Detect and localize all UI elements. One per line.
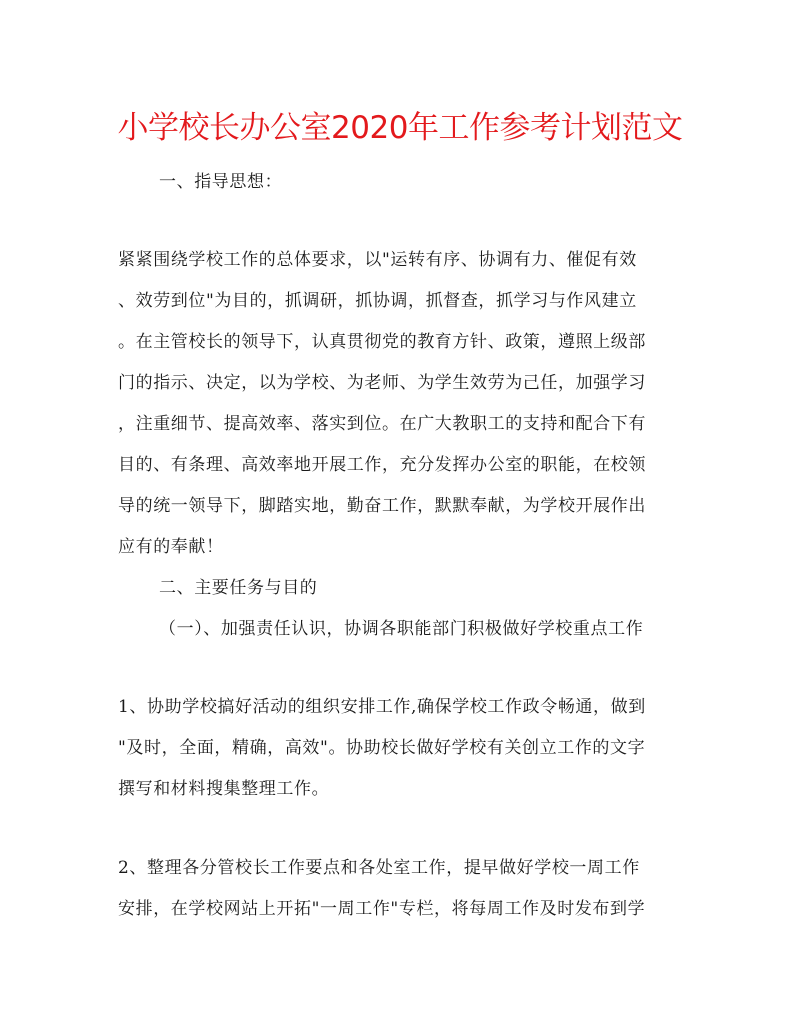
- paragraph-line: ，注重细节、提高效率、落实到位。在广大教职工的支持和配合下有: [118, 414, 646, 434]
- paragraph-line: "及时，全面，精确，高效"。协助校长做好学校有关创立工作的文字: [118, 738, 646, 758]
- document-title: 小学校长办公室2020年工作参考计划范文: [117, 110, 683, 146]
- paragraph-line: 导的统一领导下，脚踏实地，勤奋工作，默默奉献，为学校开展作出: [118, 496, 646, 516]
- subheading-responsibility: （一）、加强责任认识，协调各职能部门积极做好学校重点工作: [159, 619, 644, 639]
- paragraph-line: 撰写和材料搜集整理工作。: [118, 779, 330, 799]
- paragraph-line: 安排，在学校网站上开拓"一周工作"专栏，将每周工作及时发布到学: [118, 899, 646, 919]
- heading-guiding-thought: 一、指导思想：: [159, 172, 283, 192]
- paragraph-line: 。在主管校长的领导下，认真贯彻党的教育方针、政策，遵照上级部: [118, 332, 646, 352]
- paragraph-line: 应有的奉献！: [118, 537, 224, 557]
- paragraph-line: 门的指示、决定，以为学校、为老师、为学生效劳为己任，加强学习: [118, 373, 646, 393]
- paragraph-line: 1、协助学校搞好活动的组织安排工作,确保学校工作政令畅通，做到: [118, 697, 646, 717]
- paragraph-line: 、效劳到位"为目的，抓调研，抓协调，抓督查，抓学习与作风建立: [118, 291, 637, 311]
- paragraph-line: 目的、有条理、高效率地开展工作，充分发挥办公室的职能，在校领: [118, 455, 646, 475]
- heading-main-tasks: 二、主要任务与目的: [159, 578, 318, 598]
- paragraph-line: 紧紧围绕学校工作的总体要求，以"运转有序、协调有力、催促有效: [118, 250, 637, 270]
- paragraph-line: 2、整理各分管校长工作要点和各处室工作，提早做好学校一周工作: [118, 858, 640, 878]
